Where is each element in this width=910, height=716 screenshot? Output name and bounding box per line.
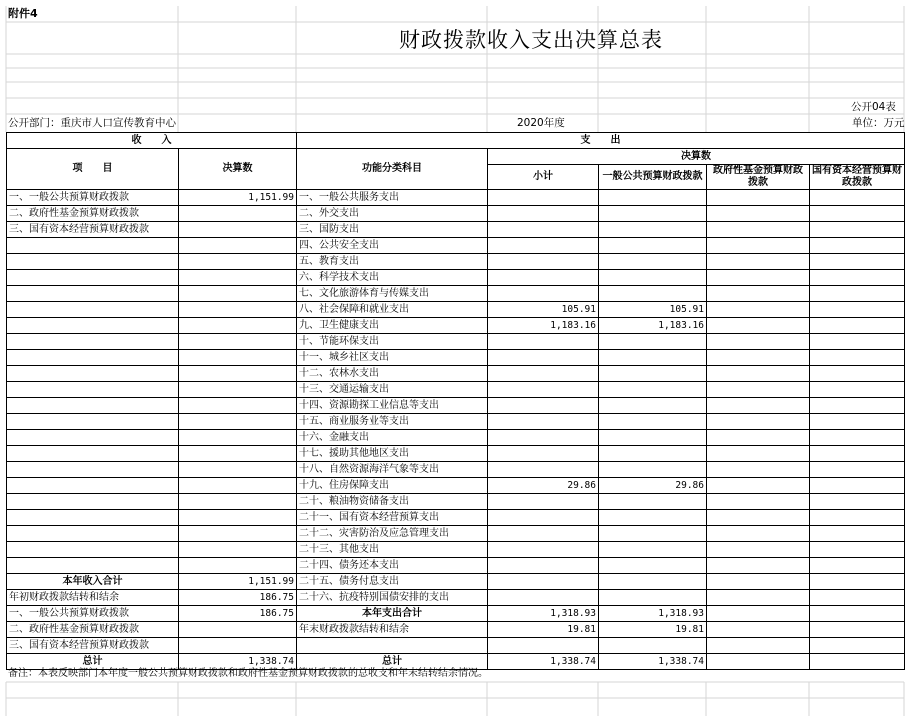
subtotal-cell [488, 558, 599, 574]
expense-item-cell: 八、社会保障和就业支出 [297, 302, 488, 318]
subtotal-cell: 105.91 [488, 302, 599, 318]
table-row [7, 238, 905, 254]
general-public-cell [599, 590, 707, 606]
expense-item-cell: 二十五、债务付息支出 [297, 574, 488, 590]
general-public-cell [599, 286, 707, 302]
state-capital-cell [810, 622, 905, 638]
income-item-cell [7, 350, 179, 366]
subtotal-cell [488, 398, 599, 414]
income-amount-cell [179, 206, 297, 222]
income-item-cell [7, 270, 179, 286]
subtotal-cell [488, 222, 599, 238]
expense-item-cell: 二十四、债务还本支出 [297, 558, 488, 574]
general-public-cell: 29.86 [599, 478, 707, 494]
subtotal-cell [488, 350, 599, 366]
expense-item-cell: 二、外交支出 [297, 206, 488, 222]
income-item-cell [7, 398, 179, 414]
gov-fund-cell [707, 542, 810, 558]
general-public-cell [599, 238, 707, 254]
general-public-cell [599, 510, 707, 526]
income-amount-cell [179, 350, 297, 366]
subtotal-cell [488, 334, 599, 350]
department-info [8, 117, 176, 129]
income-item-cell [7, 542, 179, 558]
unit-label: 单位： [852, 117, 884, 129]
gov-fund-cell [707, 510, 810, 526]
subtotal-cell: 1,338.74 [488, 654, 599, 670]
income-item-cell [7, 414, 179, 430]
expense-item-cell: 十三、交通运输支出 [297, 382, 488, 398]
subtotal-cell [488, 366, 599, 382]
subtotal-cell: 19.81 [488, 622, 599, 638]
general-public-cell: 1,318.93 [599, 606, 707, 622]
general-public-cell: 105.91 [599, 302, 707, 318]
expense-item-cell: 十、节能环保支出 [297, 334, 488, 350]
table-row [7, 510, 905, 526]
table-row [7, 366, 905, 382]
gov-fund-cell [707, 350, 810, 366]
subtotal-cell [488, 430, 599, 446]
table-row [7, 542, 905, 558]
general-public-cell [599, 222, 707, 238]
general-public-cell [599, 430, 707, 446]
gov-fund-header: 政府性基金预算财政拨款 [707, 165, 810, 190]
state-capital-header: 国有资本经营预算财政拨款 [810, 165, 905, 190]
table-code: 公开04表 [851, 101, 896, 113]
income-amount-cell [179, 270, 297, 286]
expense-item-cell: 三、国防支出 [297, 222, 488, 238]
footnote: 备注：本表反映部门本年度一般公共预算财政拨款和政府性基金预算财政拨款的总收支和年末结转结余情况。 [8, 668, 488, 679]
expense-item-cell: 二十、粮油物资储备支出 [297, 494, 488, 510]
state-capital-cell [810, 190, 905, 206]
table-row [7, 478, 905, 494]
income-item-cell: 三、国有资本经营预算财政拨款 [7, 222, 179, 238]
gov-fund-cell [707, 366, 810, 382]
income-amount-cell [179, 238, 297, 254]
gov-fund-cell [707, 526, 810, 542]
state-capital-cell [810, 574, 905, 590]
expense-item-cell: 二十二、灾害防治及应急管理支出 [297, 526, 488, 542]
state-capital-cell [810, 446, 905, 462]
table-row [7, 350, 905, 366]
subtotal-cell [488, 574, 599, 590]
income-item-cell: 二、政府性基金预算财政拨款 [7, 622, 179, 638]
income-amount-cell [179, 462, 297, 478]
income-amount-cell [179, 222, 297, 238]
income-amount-cell: 1,338.74 [179, 654, 297, 670]
state-capital-cell [810, 366, 905, 382]
table-row [7, 622, 905, 638]
gov-fund-cell [707, 222, 810, 238]
table-row [7, 382, 905, 398]
expense-item-cell: 总计 [297, 654, 488, 670]
income-item-cell [7, 446, 179, 462]
table-row [7, 606, 905, 622]
expense-header: 支 出 [297, 133, 905, 149]
table-body [7, 190, 905, 670]
page-title: 财政拨款收入支出决算总表 [399, 28, 663, 52]
state-capital-cell [810, 478, 905, 494]
gov-fund-cell [707, 430, 810, 446]
expense-item-cell: 七、文化旅游体育与传媒支出 [297, 286, 488, 302]
general-public-cell [599, 446, 707, 462]
state-capital-cell [810, 318, 905, 334]
subtotal-cell: 29.86 [488, 478, 599, 494]
gov-fund-cell [707, 558, 810, 574]
table-row [7, 446, 905, 462]
subtotal-cell [488, 190, 599, 206]
general-public-header: 一般公共预算财政拨款 [599, 165, 707, 190]
state-capital-cell [810, 510, 905, 526]
expense-item-cell: 十四、资源勘探工业信息等支出 [297, 398, 488, 414]
table-row [7, 494, 905, 510]
table-row [7, 302, 905, 318]
income-amount-cell [179, 286, 297, 302]
fiscal-summary-table [6, 132, 905, 670]
income-amount-cell: 186.75 [179, 590, 297, 606]
income-item-cell [7, 302, 179, 318]
table-row [7, 222, 905, 238]
income-item-cell: 本年收入合计 [7, 574, 179, 590]
income-header: 收 入 [7, 133, 297, 149]
final-amount-group-header: 决算数 [488, 149, 905, 165]
gov-fund-cell [707, 590, 810, 606]
table-row [7, 574, 905, 590]
gov-fund-cell [707, 334, 810, 350]
state-capital-cell [810, 654, 905, 670]
income-item-cell: 一、一般公共预算财政拨款 [7, 606, 179, 622]
income-item-cell [7, 238, 179, 254]
state-capital-cell [810, 334, 905, 350]
gov-fund-cell [707, 654, 810, 670]
expense-item-cell [297, 638, 488, 654]
gov-fund-cell [707, 382, 810, 398]
state-capital-cell [810, 222, 905, 238]
state-capital-cell [810, 430, 905, 446]
general-public-cell [599, 462, 707, 478]
general-public-cell [599, 190, 707, 206]
general-public-cell [599, 558, 707, 574]
income-amount-cell: 186.75 [179, 606, 297, 622]
state-capital-cell [810, 238, 905, 254]
expense-item-cell: 本年支出合计 [297, 606, 488, 622]
gov-fund-cell [707, 574, 810, 590]
state-capital-cell [810, 558, 905, 574]
income-amount-cell [179, 558, 297, 574]
income-amount-cell [179, 398, 297, 414]
income-amount-cell [179, 318, 297, 334]
fiscal-year: 2020年度 [517, 117, 565, 129]
income-item-cell [7, 494, 179, 510]
table-row [7, 270, 905, 286]
income-item-cell: 一、一般公共预算财政拨款 [7, 190, 179, 206]
gov-fund-cell [707, 414, 810, 430]
income-item-cell [7, 510, 179, 526]
gov-fund-cell [707, 494, 810, 510]
expense-item-cell: 一、一般公共服务支出 [297, 190, 488, 206]
income-amount-cell [179, 478, 297, 494]
expense-item-cell: 十九、住房保障支出 [297, 478, 488, 494]
gov-fund-cell [707, 318, 810, 334]
expense-item-cell: 二十一、国有资本经营预算支出 [297, 510, 488, 526]
expense-item-cell: 年末财政拨款结转和结余 [297, 622, 488, 638]
subtotal-cell [488, 638, 599, 654]
subtotal-cell [488, 414, 599, 430]
general-public-cell [599, 366, 707, 382]
income-amount-cell [179, 430, 297, 446]
expense-item-cell: 九、卫生健康支出 [297, 318, 488, 334]
gov-fund-cell [707, 286, 810, 302]
income-amount-cell [179, 510, 297, 526]
subtotal-cell [488, 286, 599, 302]
income-item-cell [7, 254, 179, 270]
general-public-cell [599, 398, 707, 414]
expense-item-cell: 十八、自然资源海洋气象等支出 [297, 462, 488, 478]
table-row [7, 590, 905, 606]
function-category-header: 功能分类科目 [297, 149, 488, 190]
income-amount-cell: 1,151.99 [179, 190, 297, 206]
state-capital-cell [810, 542, 905, 558]
income-amount-cell [179, 414, 297, 430]
table-row [7, 414, 905, 430]
general-public-cell [599, 350, 707, 366]
table-row [7, 398, 905, 414]
expense-item-cell: 十一、城乡社区支出 [297, 350, 488, 366]
subtotal-cell: 1,318.93 [488, 606, 599, 622]
income-item-cell [7, 318, 179, 334]
income-amount-cell [179, 302, 297, 318]
state-capital-cell [810, 462, 905, 478]
general-public-cell [599, 638, 707, 654]
state-capital-cell [810, 414, 905, 430]
income-item-cell [7, 366, 179, 382]
income-amount-cell [179, 526, 297, 542]
table-row [7, 286, 905, 302]
unit-info [852, 117, 905, 129]
state-capital-cell [810, 638, 905, 654]
general-public-cell [599, 414, 707, 430]
income-amount-cell: 1,151.99 [179, 574, 297, 590]
general-public-cell [599, 494, 707, 510]
income-amount-cell [179, 494, 297, 510]
income-amount-cell [179, 446, 297, 462]
state-capital-cell [810, 382, 905, 398]
table-row [7, 334, 905, 350]
income-item-cell: 年初财政拨款结转和结余 [7, 590, 179, 606]
income-amount-cell [179, 382, 297, 398]
subtotal-cell [488, 254, 599, 270]
gov-fund-cell [707, 270, 810, 286]
subtotal-cell [488, 462, 599, 478]
table-row [7, 558, 905, 574]
table-row [7, 638, 905, 654]
general-public-cell: 1,338.74 [599, 654, 707, 670]
gov-fund-cell [707, 446, 810, 462]
income-item-cell: 二、政府性基金预算财政拨款 [7, 206, 179, 222]
general-public-cell: 1,183.16 [599, 318, 707, 334]
general-public-cell [599, 334, 707, 350]
income-amount-cell [179, 334, 297, 350]
expense-item-cell: 六、科学技术支出 [297, 270, 488, 286]
subtotal-cell [488, 382, 599, 398]
general-public-cell [599, 526, 707, 542]
table-row [7, 430, 905, 446]
income-amount-cell [179, 622, 297, 638]
expense-item-cell: 十五、商业服务业等支出 [297, 414, 488, 430]
final-amount-header: 决算数 [179, 149, 297, 190]
table-row [7, 190, 905, 206]
item-header: 项 目 [7, 149, 179, 190]
income-item-cell [7, 558, 179, 574]
table-row [7, 254, 905, 270]
general-public-cell [599, 254, 707, 270]
state-capital-cell [810, 350, 905, 366]
subtotal-cell [488, 590, 599, 606]
income-item-cell: 三、国有资本经营预算财政拨款 [7, 638, 179, 654]
income-item-cell: 总计 [7, 654, 179, 670]
general-public-cell [599, 270, 707, 286]
subtotal-cell [488, 494, 599, 510]
subtotal-cell [488, 542, 599, 558]
income-item-cell [7, 382, 179, 398]
state-capital-cell [810, 270, 905, 286]
state-capital-cell [810, 494, 905, 510]
subtotal-cell [488, 270, 599, 286]
gov-fund-cell [707, 606, 810, 622]
general-public-cell [599, 574, 707, 590]
table-row [7, 206, 905, 222]
gov-fund-cell [707, 238, 810, 254]
expense-item-cell: 二十六、抗疫特别国债安排的支出 [297, 590, 488, 606]
general-public-cell [599, 382, 707, 398]
gov-fund-cell [707, 190, 810, 206]
expense-item-cell: 五、教育支出 [297, 254, 488, 270]
department-label: 公开部门： [8, 117, 61, 129]
state-capital-cell [810, 302, 905, 318]
table-row [7, 318, 905, 334]
gov-fund-cell [707, 302, 810, 318]
gov-fund-cell [707, 478, 810, 494]
income-amount-cell [179, 542, 297, 558]
table-row [7, 462, 905, 478]
income-item-cell [7, 430, 179, 446]
subtotal-cell [488, 238, 599, 254]
table-row [7, 526, 905, 542]
expense-item-cell: 十七、援助其他地区支出 [297, 446, 488, 462]
subtotal-cell: 1,183.16 [488, 318, 599, 334]
state-capital-cell [810, 526, 905, 542]
income-item-cell [7, 478, 179, 494]
gov-fund-cell [707, 622, 810, 638]
attachment-label: 附件4 [8, 7, 38, 20]
income-item-cell [7, 462, 179, 478]
gov-fund-cell [707, 206, 810, 222]
state-capital-cell [810, 398, 905, 414]
income-item-cell [7, 286, 179, 302]
state-capital-cell [810, 590, 905, 606]
state-capital-cell [810, 206, 905, 222]
unit-value: 万元 [883, 117, 905, 129]
income-amount-cell [179, 638, 297, 654]
income-item-cell [7, 526, 179, 542]
gov-fund-cell [707, 398, 810, 414]
expense-item-cell: 十六、金融支出 [297, 430, 488, 446]
income-amount-cell [179, 254, 297, 270]
income-item-cell [7, 334, 179, 350]
gov-fund-cell [707, 254, 810, 270]
subtotal-cell [488, 206, 599, 222]
state-capital-cell [810, 254, 905, 270]
general-public-cell: 19.81 [599, 622, 707, 638]
department-name: 重庆市人口宣传教育中心 [60, 117, 176, 129]
subtotal-header: 小计 [488, 165, 599, 190]
income-amount-cell [179, 366, 297, 382]
gov-fund-cell [707, 462, 810, 478]
state-capital-cell [810, 286, 905, 302]
general-public-cell [599, 206, 707, 222]
expense-item-cell: 二十三、其他支出 [297, 542, 488, 558]
gov-fund-cell [707, 638, 810, 654]
subtotal-cell [488, 526, 599, 542]
expense-item-cell: 四、公共安全支出 [297, 238, 488, 254]
general-public-cell [599, 542, 707, 558]
subtotal-cell [488, 446, 599, 462]
subtotal-cell [488, 510, 599, 526]
state-capital-cell [810, 606, 905, 622]
expense-item-cell: 十二、农林水支出 [297, 366, 488, 382]
